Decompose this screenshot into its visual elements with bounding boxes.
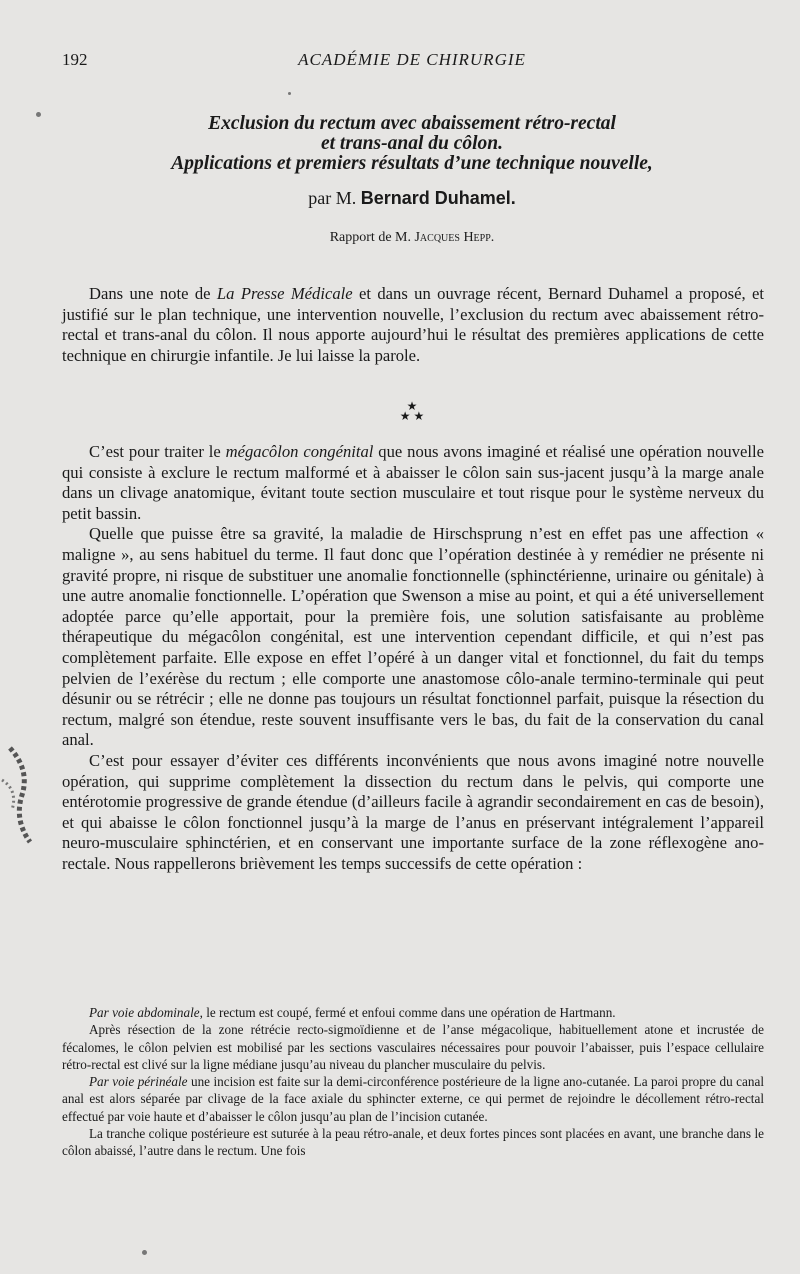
journal-name: ACADÉMIE DE CHIRURGIE [298,50,526,69]
article-title [62,114,762,174]
intro-text-start: Dans une note de [89,284,217,303]
detail-label-perineal: Par voie périnéale [89,1074,188,1090]
p1-text-start: C’est pour traiter le [89,442,226,461]
rapport-prefix: Rapport de M. [329,230,411,245]
scan-speck [36,112,41,117]
title-line-2: et trans-anal du côlon. [320,133,504,154]
detail-text-1: , le rectum est coupé, fermé et enfoui comme dans une opération de Hartmann. [199,1005,616,1020]
main-paragraph-3: C’est pour essayer d’éviter ces différents inconvénients que nous avons imaginé notre nouvelle opération, qui supprime complètement la dissection du rectum dans le pelvis, qui comporte une entérotomie progressive de grande étendue (d’ailleurs facile à agrandir secondairement en cas de besoin), et qui abaisse le côlon fonctionnel jusqu’à la marge de l’anus en préservant intégralement l’appareil neuro-musculaire sphinctérien, et en conservant une importante surface de la zone réflexogène ano-rectale. Nous rappellerons brièvement les temps successifs de cette opération : [62,750,764,873]
library-stamp-fragment [0,740,46,850]
rapport-line [62,230,762,246]
detail-paragraph-3 [62,1073,764,1125]
main-paragraph-1 [62,442,764,524]
separator-star-top: ★ [406,399,418,413]
section-separator [62,401,762,421]
technique-details [62,1004,764,1160]
main-paragraph-2: Quelle que puisse être sa gravité, la maladie de Hirschsprung n’est en effet pas une affection « maligne », au sens habituel du terme. Il faut donc que l’opération destinée à y remédier ne présente ni gravité propre, ni risque de substituer une anomalie fonctionnelle (sphinctérienne, urinaire ou génitale) à une autre anomalie fonctionnelle. L’opération que Swenson a mise au point, et qui a été universellement adoptée parce qu’elle apportait, pour la première fois, une solution satisfaisante au problème thérapeutique du mégacôlon congénital, est une intervention cependant difficile, et qui n’est pas complètement parfaite. Elle expose en effet l’opéré à un danger vital et fonctionnel, du fait du temps pelvien de l’exérèse du rectum ; elle comporte une anastomose côlo-anale termino-terminale qui peut désunir ou se rétrécir ; elle ne donne pas toujours un résultat fonctionnel parfait, puisque la résection du rectum, malgré son étendue, reste souvent insuffisante vers le bas, du fait de la conservation du canal anal. [62,524,764,750]
detail-label-abdominal: Par voie abdominale [89,1005,200,1020]
detail-paragraph-2: Après résection de la zone rétrécie recto-sigmoïdienne et de l’anse mégacolique, habituellement atone et incrustée de fécalomes, le côlon pelvien est mobilisé par les sections vasculaires nécessaires pour pouvoir l’abaisser, puis l’espace cellulaire rétro-rectal est clivé sur la ligne médiane jusqu’au niveau du plancher musculaire du pelvis. [62,1022,764,1072]
detail-text-3: une incision est faite sur la demi-circonférence postérieure de la ligne ano-cutanée. La paroi propre du canal anal est alors séparée par clivage de la face axiale du sphincter externe, ce qui permet de rejoindre le décollement rétro-rectal effectué par voie haute et d’abaisser le côlon jusqu’au plan de l’incision cutanée. [62,1074,764,1124]
title-line-3: Applications et premiers résultats d’une technique nouvelle, [171,153,653,174]
separator-star-bottom: ★ ★ [399,409,425,423]
title-line-1: Exclusion du rectum avec abaissement rétro-rectal [208,113,616,134]
detail-paragraph-4: La tranche colique postérieure est suturée à la peau rétro-anale, et deux fortes pinces sont placées en avant, une branche dans le côlon abaissé, l’autre dans le rectum. Une fois [62,1126,764,1159]
author-name: Bernard Duhamel. [360,188,516,208]
main-section [62,442,764,874]
page-number: 192 [62,50,88,69]
intro-paragraph [62,284,764,366]
running-header [62,50,762,74]
byline-prefix: par M. [308,188,357,208]
p1-text-end: que nous avons imaginé et réalisé une opération nouvelle qui consiste à exclure le rectum malformé et à abaisser le côlon sain sus-jacent jusqu’à la marge anale dans un clivage anatomique, évitant toute section musculaire et tout risque pour le système nerveux du petit bassin. [62,442,764,523]
intro-text-end: et dans un ouvrage récent, Bernard Duhamel a proposé, et justifié sur le plan technique, une intervention nouvelle, l’exclusion du rectum avec abaissement rétro-rectal et trans-anal du côlon. Il nous apporte aujourd’hui le résultat des premières applications de cette technique en chirurgie infantile. Je lui laisse la parole. [62,284,764,365]
intro-section [62,284,764,366]
journal-reference: La Presse Médicale [216,284,353,303]
byline [62,188,762,209]
p1-term: mégacôlon congénital [225,442,374,461]
detail-paragraph-1 [62,1004,764,1021]
scan-speck [142,1250,147,1255]
rapporteur-name: Jacques Hepp. [414,230,495,245]
scan-speck [288,92,291,95]
